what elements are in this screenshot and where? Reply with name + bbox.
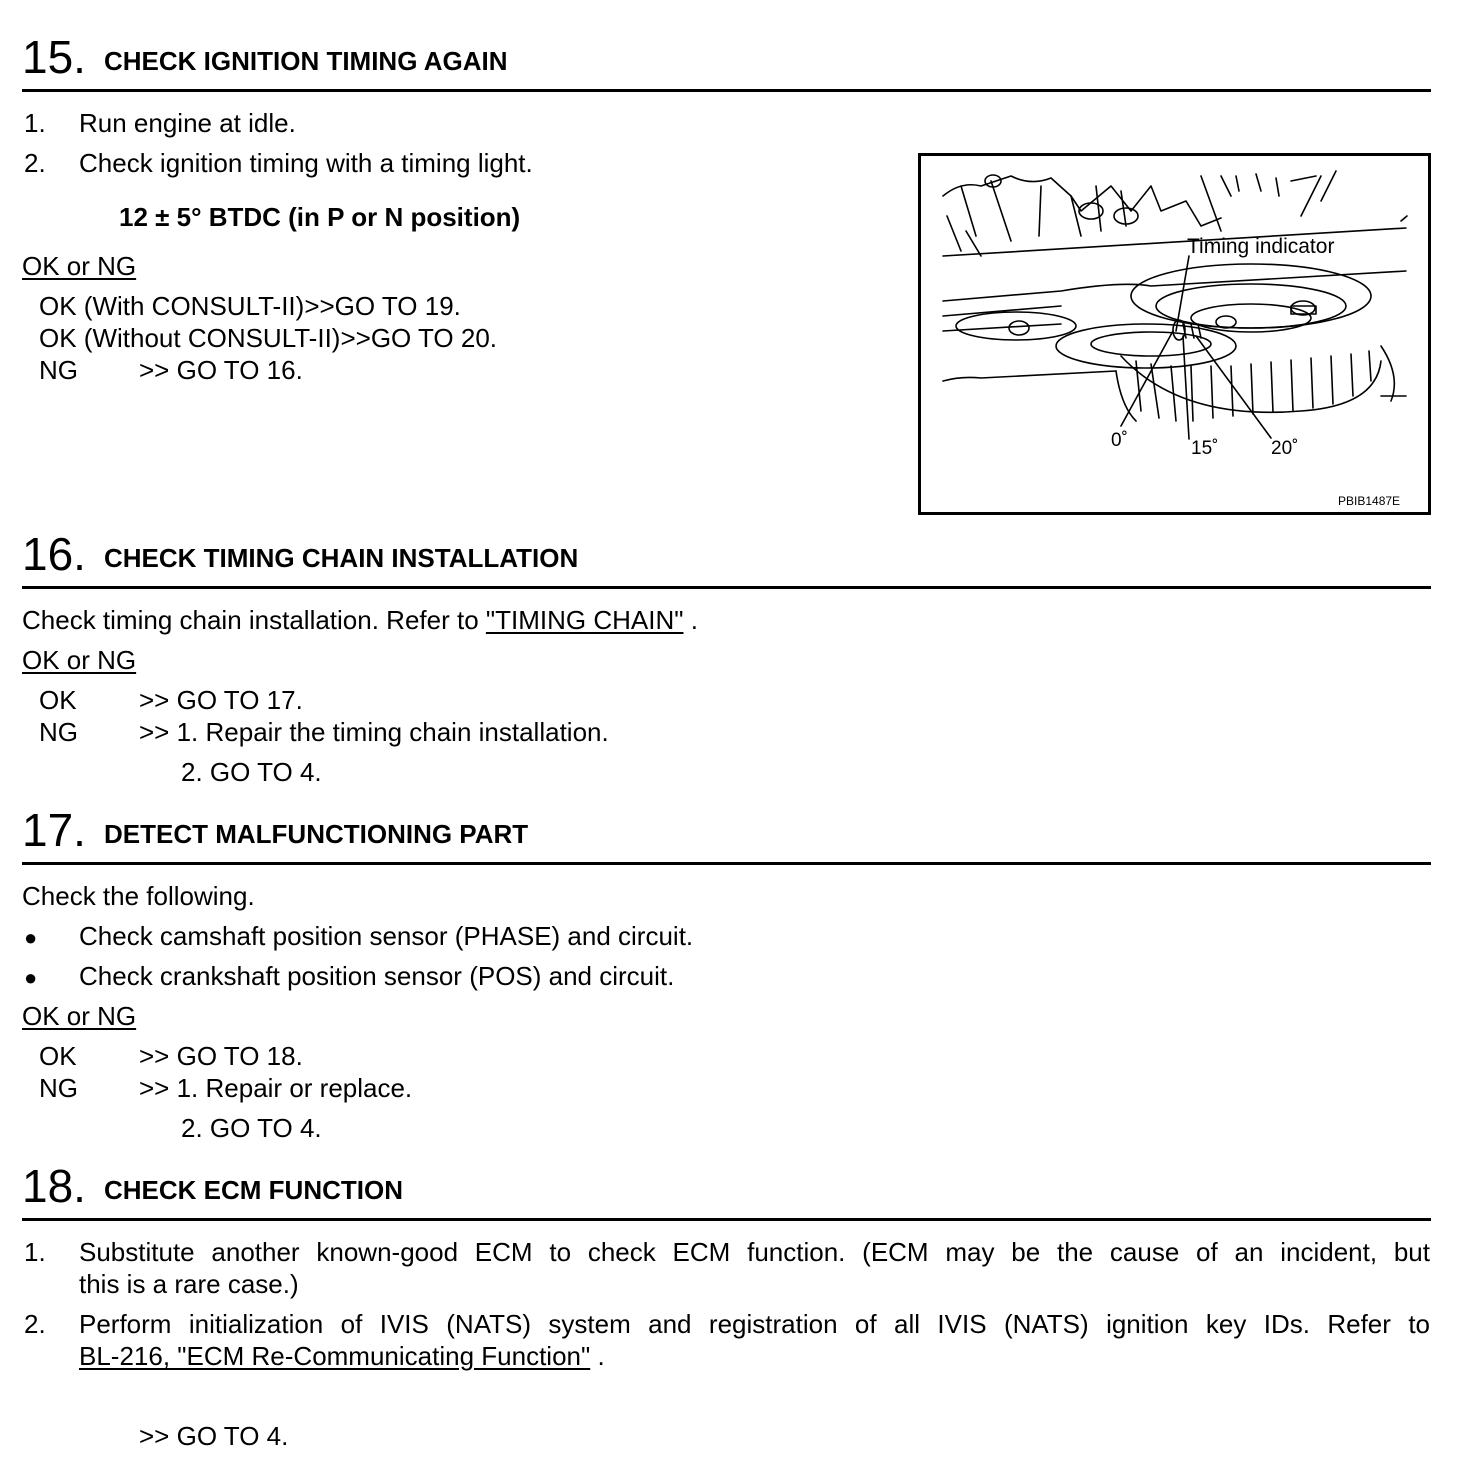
- result-code: NG: [39, 717, 78, 747]
- section-16-body: [22, 605, 698, 635]
- section-17-intro: Check the following.: [22, 881, 255, 911]
- result-continuation: 2. GO TO 4.: [181, 1113, 322, 1143]
- section-17-rule: [22, 862, 1431, 865]
- step-text-continued: [79, 1341, 605, 1371]
- result-action: >> GO TO 17.: [139, 685, 303, 715]
- step-text: Check ignition timing with a timing light.: [79, 148, 533, 178]
- section-16-title: CHECK TIMING CHAIN INSTALLATION: [104, 543, 579, 573]
- result-action: >> GO TO 16.: [139, 355, 303, 385]
- timing-spec: 12 ± 5° BTDC (in P or N position): [119, 202, 521, 232]
- body-suffix: .: [683, 605, 698, 635]
- section-16-number: 16.: [22, 528, 86, 580]
- ecm-recommunicating-link[interactable]: BL-216, "ECM Re-Communicating Function": [79, 1341, 591, 1371]
- result-action: >> GO TO 18.: [139, 1041, 303, 1071]
- section-18-number: 18.: [22, 1160, 86, 1212]
- result-row: [39, 291, 461, 321]
- result-continuation: 2. GO TO 4.: [181, 757, 322, 787]
- mark-20-label: 20˚: [1271, 438, 1299, 459]
- result-code: OK (Without CONSULT-II): [39, 323, 341, 353]
- section-15-number: 15.: [22, 31, 86, 83]
- step-text: Run engine at idle.: [79, 108, 296, 138]
- step-number: 2.: [24, 1309, 46, 1339]
- result-code: OK (With CONSULT-II): [39, 291, 305, 321]
- result-action: >>GO TO 20.: [340, 323, 498, 353]
- result-action: >>GO TO 19.: [304, 291, 461, 321]
- body-text: Check timing chain installation. Refer to: [22, 605, 486, 635]
- engine-crank-pulley-illustration: [921, 156, 1428, 512]
- result-code: OK: [39, 685, 77, 715]
- step-text-continued: this is a rare case.): [79, 1269, 299, 1299]
- section-16-rule: [22, 586, 1431, 589]
- step-text: Substitute another known-good ECM to check ECM function. (ECM may be the cause of an incident, but: [79, 1237, 1430, 1267]
- section-17-number: 17.: [22, 804, 86, 856]
- result-code: OK: [39, 1041, 77, 1071]
- section-15-rule: [22, 89, 1431, 92]
- result-code: NG: [39, 355, 78, 385]
- section-18-title: CHECK ECM FUNCTION: [104, 1175, 403, 1205]
- bullet-text: Check camshaft position sensor (PHASE) and circuit.: [79, 921, 694, 951]
- result-action: >> 1. Repair or replace.: [139, 1073, 413, 1103]
- ok-or-ng-label: OK or NG: [22, 1001, 137, 1031]
- timing-chain-link[interactable]: "TIMING CHAIN": [485, 605, 684, 635]
- result-code: NG: [39, 1073, 78, 1103]
- result-action: >> 1. Repair the timing chain installation.: [139, 717, 609, 747]
- step-number: 2.: [24, 148, 46, 178]
- figure-code: PBIB1487E: [1338, 494, 1401, 508]
- ok-or-ng-label: OK or NG: [22, 645, 137, 675]
- result-row: [39, 323, 497, 353]
- mark-0-label: 0˚: [1111, 430, 1128, 451]
- section-18-rule: [22, 1218, 1431, 1221]
- bullet-icon: ●: [24, 965, 38, 990]
- section-15-title: CHECK IGNITION TIMING AGAIN: [104, 46, 508, 76]
- step-number: 1.: [24, 1237, 46, 1267]
- step-number: 1.: [24, 108, 46, 138]
- mark-15-label: 15˚: [1191, 438, 1219, 459]
- section-17-title: DETECT MALFUNCTIONING PART: [104, 819, 529, 849]
- bullet-icon: ●: [24, 925, 38, 950]
- ok-or-ng-label: OK or NG: [22, 251, 137, 281]
- final-action: >> GO TO 4.: [139, 1421, 289, 1451]
- link-suffix: .: [590, 1341, 605, 1371]
- bullet-text: Check crankshaft position sensor (POS) and circuit.: [79, 961, 675, 991]
- step-text: Perform initialization of IVIS (NATS) system and registration of all IVIS (NATS) ignition key IDs. Refer to: [79, 1309, 1430, 1339]
- timing-indicator-label: Timing indicator: [1187, 235, 1335, 258]
- timing-indicator-figure: [918, 153, 1431, 515]
